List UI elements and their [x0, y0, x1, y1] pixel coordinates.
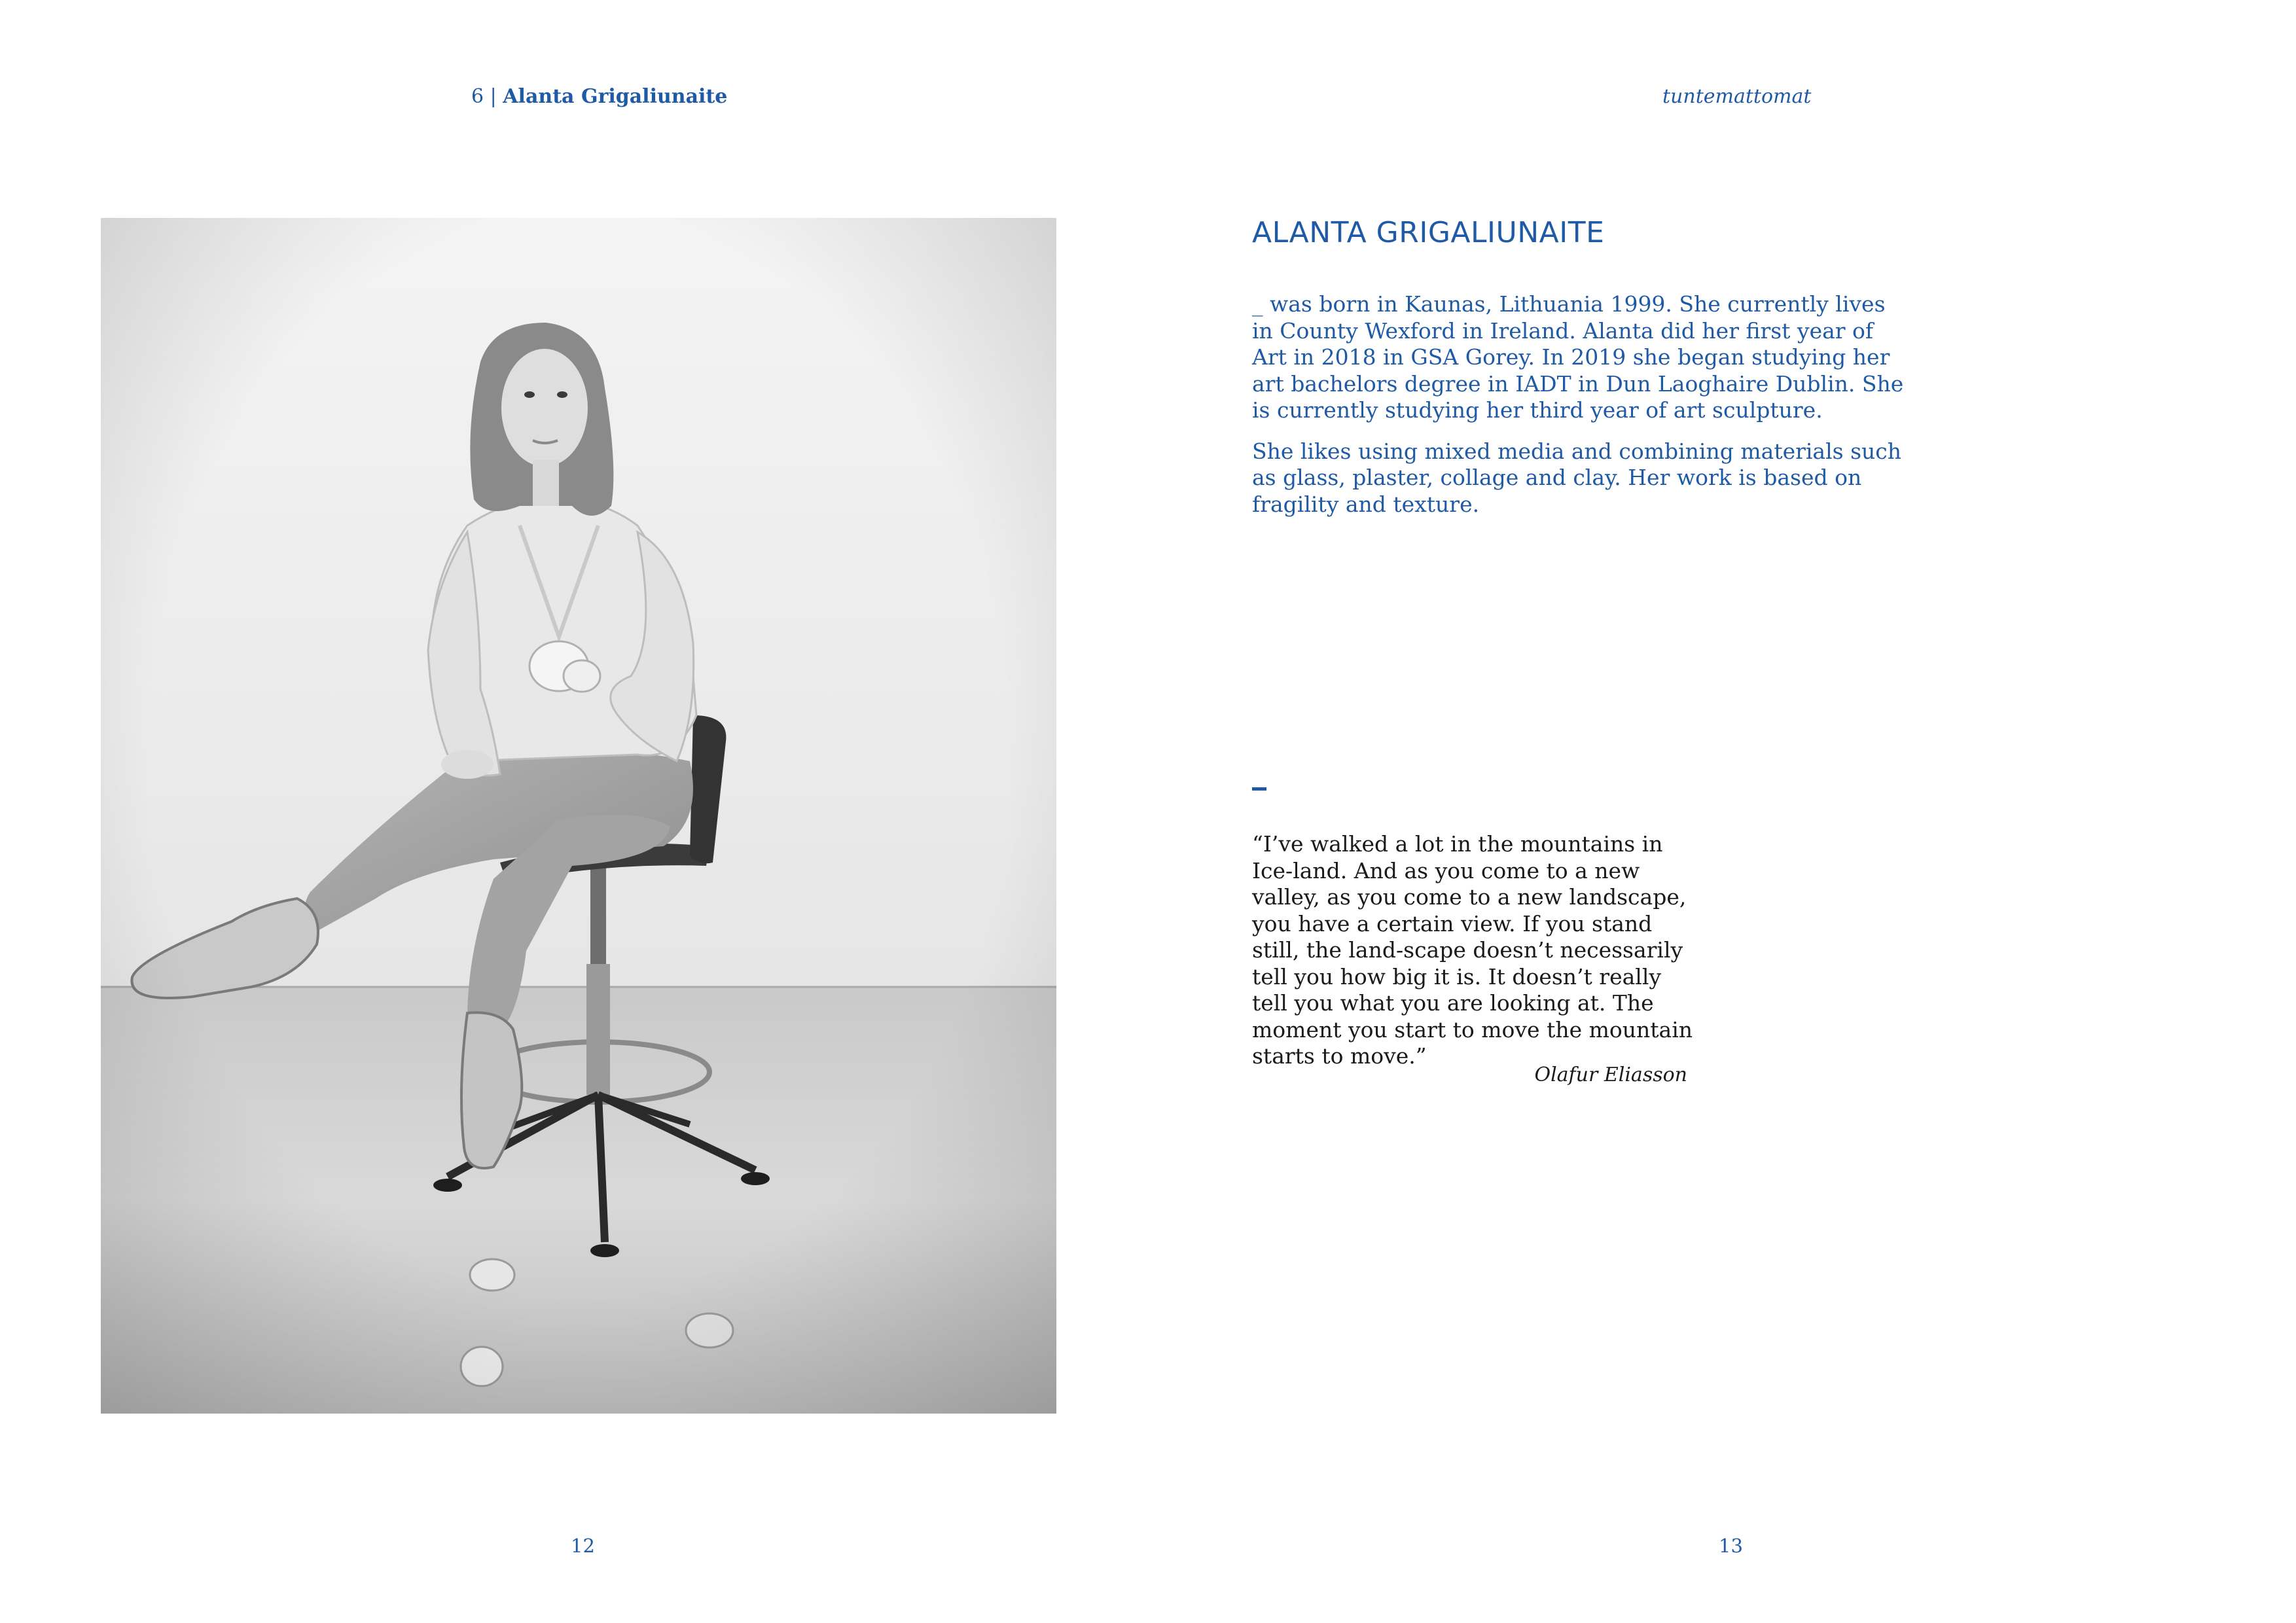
running-header-left — [471, 85, 727, 108]
header-artist-name: Alanta Grigaliunaite — [503, 85, 728, 108]
quote-block — [1252, 831, 1697, 1070]
artist-photograph — [101, 218, 1056, 1414]
running-header-right: tuntemattomat — [1662, 85, 1812, 108]
bio-paragraph: She likes using mixed media and combining materials such as glass, plaster, collage and clay. Her work is based on fragility and texture. — [1252, 438, 1902, 517]
quote-text: “I’ve walked a lot in the mountains in Ice-land. And as you come to a new valley, as you come to a new landscape, you have a certain view. If you stand still, the land-scape doesn’t necessarily tell you how big it is. It doesn’t really tell you what you are looking at. The moment you start to move the mountain starts to move.” — [1252, 831, 1693, 1069]
artist-title: ALANTA GRIGALIUNAITE — [1252, 216, 1605, 249]
header-page-number: 6 | — [471, 85, 497, 108]
section-dash — [1252, 787, 1266, 791]
page-number-right: 13 — [1719, 1535, 1743, 1557]
page-number-left: 12 — [571, 1535, 595, 1557]
bio-paragraph: _ was born in Kaunas, Lithuania 1999. She currently lives in County Wexford in Ireland. Alanta did her first year of Art in 2018 in GSA Gorey. In 2019 she began studying her art bachelors degree in IADT in Dun Laoghaire Dublin. She is currently studying her third year of art sculpture. — [1252, 291, 1904, 423]
artist-bio — [1252, 291, 1907, 532]
quote-author: Olafur Eliasson — [1534, 1063, 1687, 1086]
